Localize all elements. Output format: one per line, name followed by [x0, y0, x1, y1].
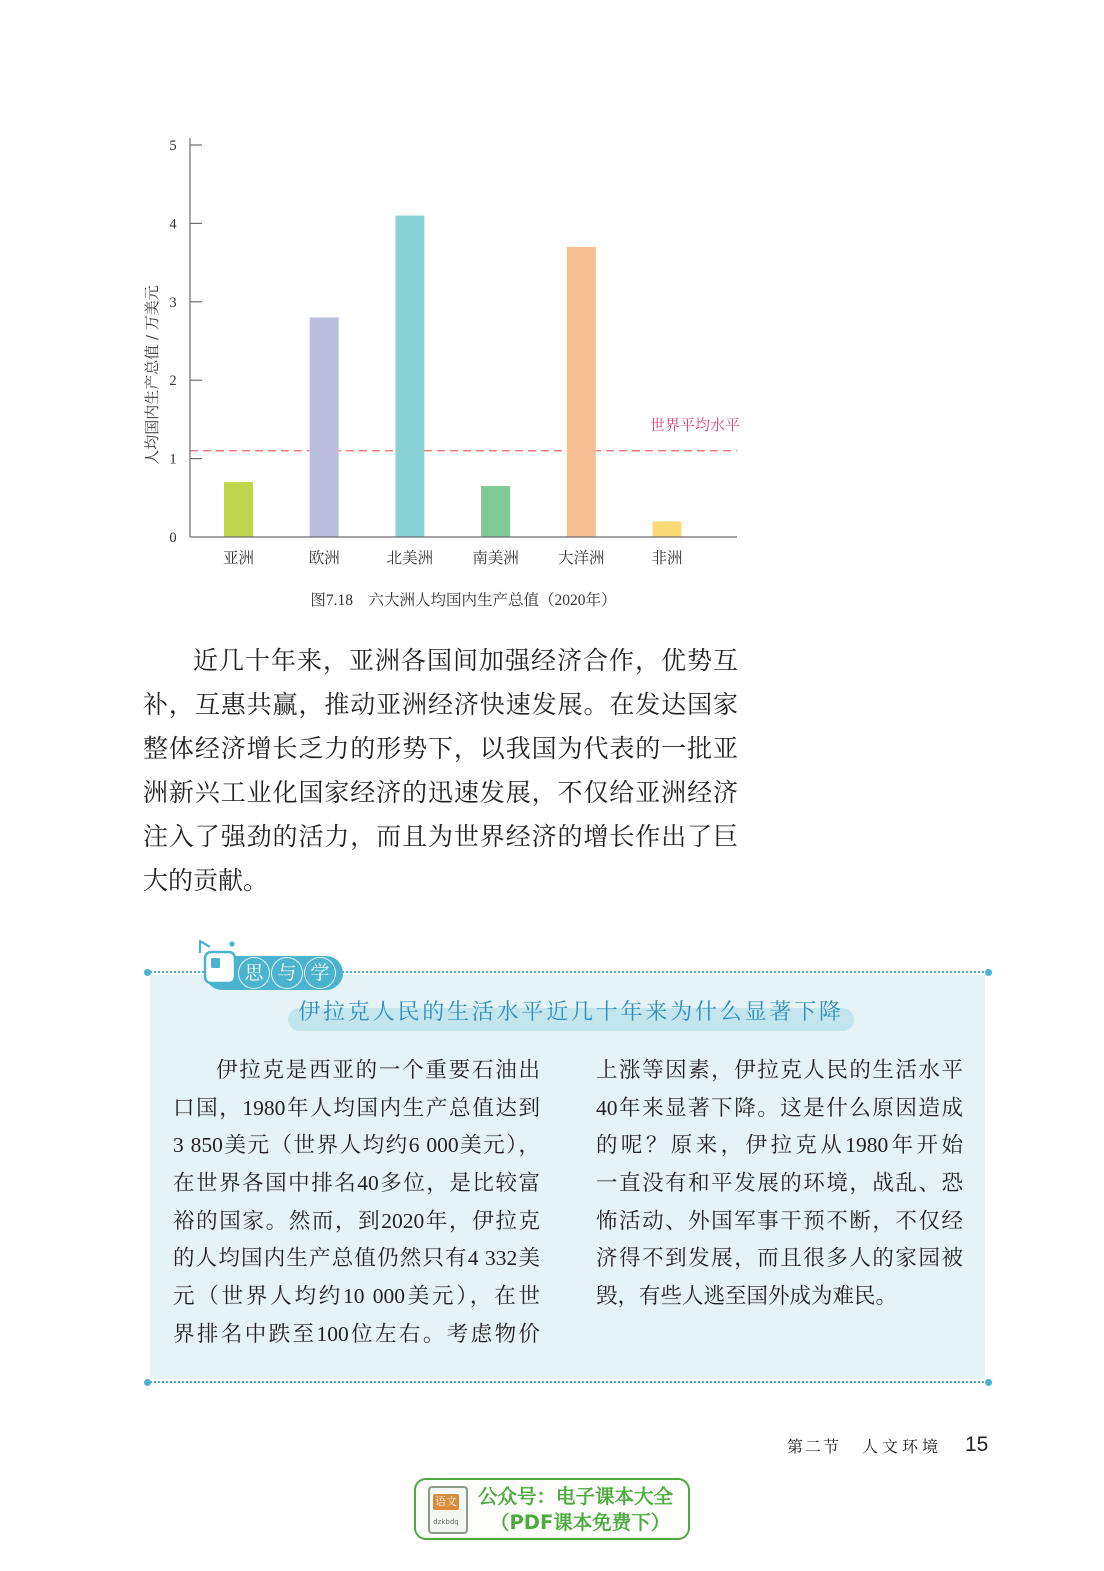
- box-line: 在世界各国中排名40多位，是比较富: [173, 1171, 540, 1196]
- y-tick-label: 1: [169, 451, 177, 468]
- box-line: 伊拉克是西亚的一个重要石油出: [216, 1058, 540, 1082]
- badge-char: 学: [304, 957, 336, 989]
- x-category-label: 亚洲: [222, 549, 255, 567]
- y-tick-label: 4: [169, 216, 177, 233]
- box-bottom-dotted-border: [147, 1381, 988, 1383]
- chart-reference: [190, 416, 740, 451]
- figure-caption: 图7.18 六大洲人均国内生产总值（2020年）: [310, 592, 617, 609]
- y-tick-label: 0: [169, 530, 177, 546]
- box-line: 上涨等因素，伊拉克人民的生活水平: [596, 1058, 963, 1082]
- bar-europe: [310, 317, 339, 537]
- bar-asia: [224, 482, 253, 537]
- y-axis-title: 人均国内生产总值 / 万美元: [143, 285, 161, 465]
- box-line: 裕的国家。然而，到2020年，伊拉克: [173, 1208, 540, 1233]
- watermark-line-1: 公众号：电子课本大全: [478, 1485, 674, 1508]
- body-line: 整体经济增长乏力的形势下，以我国为代表的一批亚: [143, 736, 738, 763]
- chart-category-labels: [223, 549, 683, 567]
- gdp-per-capita-bar-chart: [130, 130, 760, 580]
- box-line: 口国，1980年人均国内生产总值达到: [173, 1095, 540, 1120]
- bar-north-america: [395, 216, 424, 537]
- box-text-left-column: [173, 1052, 540, 1354]
- box-line: 元（世界人均约10 000美元），在世: [173, 1284, 540, 1309]
- box-line: 40年来显著下降。这是什么原因造成: [596, 1095, 963, 1120]
- footer-chapter-title: 人文环境: [862, 1437, 943, 1456]
- y-tick-label: 3: [169, 294, 177, 311]
- box-line: 3 850美元（世界人均约6 000美元），: [173, 1133, 540, 1158]
- box-line: 界排名中跌至100位左右。考虑物价: [173, 1321, 540, 1346]
- box-line: 济得不到发展，而且很多人的家园被: [596, 1246, 963, 1271]
- book-icon-label: 语文: [435, 1495, 457, 1508]
- box-line: 怖活动、外国军事干预不断，不仅经: [596, 1208, 963, 1233]
- box-line: 的呢？原来，伊拉克从1980年开始: [596, 1133, 963, 1158]
- chart-bars: [224, 216, 682, 537]
- y-tick-label: 5: [169, 138, 177, 154]
- y-tick-label: 2: [169, 373, 177, 390]
- x-category-label: 南美洲: [472, 549, 519, 567]
- watermark-line-2: （PDF课本免费下）: [490, 1511, 671, 1534]
- box-line: 毁，有些人逃至国外成为难民。: [596, 1284, 898, 1309]
- body-line: 注入了强劲的活力，而且为世界经济的增长作出了巨: [143, 824, 738, 851]
- body-line: 大的贡献。: [143, 868, 269, 895]
- watermark-badge: [414, 1478, 690, 1540]
- body-line: 洲新兴工业化国家经济的迅速发展，不仅给亚洲经济: [143, 780, 738, 807]
- body-paragraph: [143, 640, 738, 904]
- page-number: 15: [965, 1433, 989, 1456]
- border-end-dot: [985, 1379, 992, 1386]
- box-title: 伊拉克人民的生活水平近几十年来为什么显著下降: [298, 1000, 844, 1025]
- body-line: 补，互惠共赢，推动亚洲经济快速发展。在发达国家: [143, 692, 738, 719]
- x-category-label: 大洋洲: [558, 549, 605, 567]
- world-average-label: 世界平均水平: [649, 415, 740, 434]
- box-line: 的人均国内生产总值仍然只有4 332美: [173, 1246, 540, 1271]
- border-end-dot: [985, 969, 992, 976]
- border-end-dot: [144, 1379, 151, 1386]
- badge-char: 与: [271, 957, 303, 989]
- bar-south-america: [481, 486, 510, 537]
- bar-oceania: [567, 247, 596, 537]
- x-category-label: 北美洲: [386, 549, 434, 567]
- border-end-dot: [144, 969, 151, 976]
- badge-char: 思: [238, 957, 270, 989]
- book-icon-subtext: dzkbdq: [433, 1518, 459, 1526]
- notebook-icon: [196, 936, 240, 988]
- box-text-right-column: [596, 1052, 963, 1316]
- bar-africa: [653, 521, 682, 537]
- box-line: 一直没有和平发展的环境，战乱、恐: [596, 1171, 963, 1196]
- body-line: 近几十年来，亚洲各国间加强经济合作，优势互: [193, 648, 738, 675]
- x-category-label: 欧洲: [308, 549, 340, 567]
- book-icon: [428, 1486, 468, 1534]
- x-category-label: 非洲: [651, 549, 683, 567]
- footer-section: 第二节: [787, 1437, 842, 1456]
